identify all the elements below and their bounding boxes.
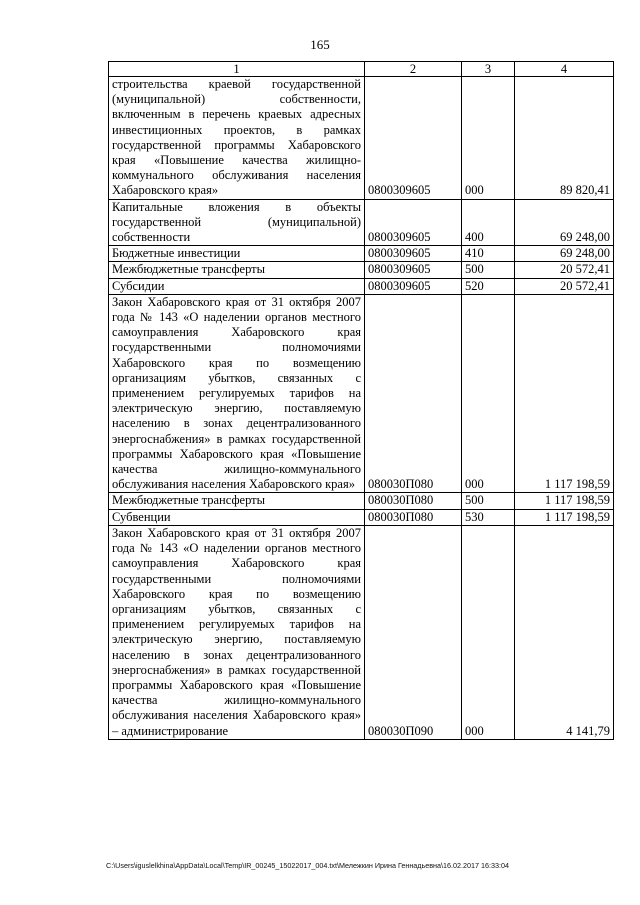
row-type: 520	[462, 278, 515, 294]
row-code: 080030П080	[365, 493, 462, 509]
row-amount: 4 141,79	[515, 525, 614, 739]
table-row	[109, 525, 614, 739]
row-name: Межбюджетные трансферты	[109, 262, 365, 278]
row-amount: 1 117 198,59	[515, 294, 614, 493]
row-type: 500	[462, 262, 515, 278]
row-code: 0800309605	[365, 262, 462, 278]
row-name: Закон Хабаровского края от 31 октября 2007 года № 143 «О наделении органов местного самоуправления Хабаровского края государственными полномочиями Хабаровского края по возмещению организациям убытков, связанных с применением регулируемых тарифов на электрическую энергию, поставляемую населению в зонах децентрализованного энергоснабжения» в рамках государственной программы Хабаровского края «Повышение качества жилищно-коммунального обслуживания населения Хабаровского края»	[109, 294, 365, 493]
row-name: Закон Хабаровского края от 31 октября 2007 года № 143 «О наделении органов местного самоуправления Хабаровского края государственными полномочиями Хабаровского края по возмещению организациям убытков, связанных с применением регулируемых тарифов на электрическую энергию, поставляемую населению в зонах децентрализованного энергоснабжения» в рамках государственной программы Хабаровского края «Повышение качества жилищно-коммунального обслуживания населения Хабаровского края» – администрирование	[109, 525, 365, 739]
budget-table	[108, 61, 614, 740]
row-type: 530	[462, 509, 515, 525]
row-type: 000	[462, 77, 515, 200]
column-header-2: 2	[365, 62, 462, 77]
row-name: Субсидии	[109, 278, 365, 294]
row-amount: 1 117 198,59	[515, 509, 614, 525]
column-header-4: 4	[515, 62, 614, 77]
row-code: 080030П080	[365, 509, 462, 525]
table-row	[109, 278, 614, 294]
row-type: 500	[462, 493, 515, 509]
table-row	[109, 246, 614, 262]
table-row	[109, 509, 614, 525]
row-type: 410	[462, 246, 515, 262]
row-amount: 69 248,00	[515, 199, 614, 246]
table-header-row	[109, 62, 614, 77]
row-amount: 89 820,41	[515, 77, 614, 200]
table-row	[109, 262, 614, 278]
table-row	[109, 77, 614, 200]
document-footer-path: C:\Users\iguslelkhina\AppData\Local\Temp\IR_00245_15022017_004.txt\Мележкин Ирина Геннадьевна\16.02.2017 16:33:04	[106, 861, 509, 870]
table-row	[109, 199, 614, 246]
row-name: Капитальные вложения в объекты государственной (муниципальной) собственности	[109, 199, 365, 246]
column-header-1: 1	[109, 62, 365, 77]
row-code: 080030П080	[365, 294, 462, 493]
row-code: 0800309605	[365, 278, 462, 294]
row-amount: 1 117 198,59	[515, 493, 614, 509]
row-name: Бюджетные инвестиции	[109, 246, 365, 262]
row-name: строительства краевой государственной (муниципальной) собственности, включенным в перечень краевых адресных инвестиционных проектов, в рамках государственной программы Хабаровского края «Повышение качества жилищно-коммунального обслуживания населения Хабаровского края»	[109, 77, 365, 200]
row-name: Межбюджетные трансферты	[109, 493, 365, 509]
table-row	[109, 493, 614, 509]
page-number: 165	[310, 37, 330, 52]
row-type: 000	[462, 525, 515, 739]
row-code: 0800309605	[365, 199, 462, 246]
row-code: 0800309605	[365, 246, 462, 262]
row-type: 000	[462, 294, 515, 493]
row-code: 0800309605	[365, 77, 462, 200]
row-amount: 69 248,00	[515, 246, 614, 262]
row-type: 400	[462, 199, 515, 246]
budget-table-body	[109, 62, 614, 740]
row-amount: 20 572,41	[515, 262, 614, 278]
row-code: 080030П090	[365, 525, 462, 739]
row-name: Субвенции	[109, 509, 365, 525]
table-row	[109, 294, 614, 493]
row-amount: 20 572,41	[515, 278, 614, 294]
column-header-3: 3	[462, 62, 515, 77]
